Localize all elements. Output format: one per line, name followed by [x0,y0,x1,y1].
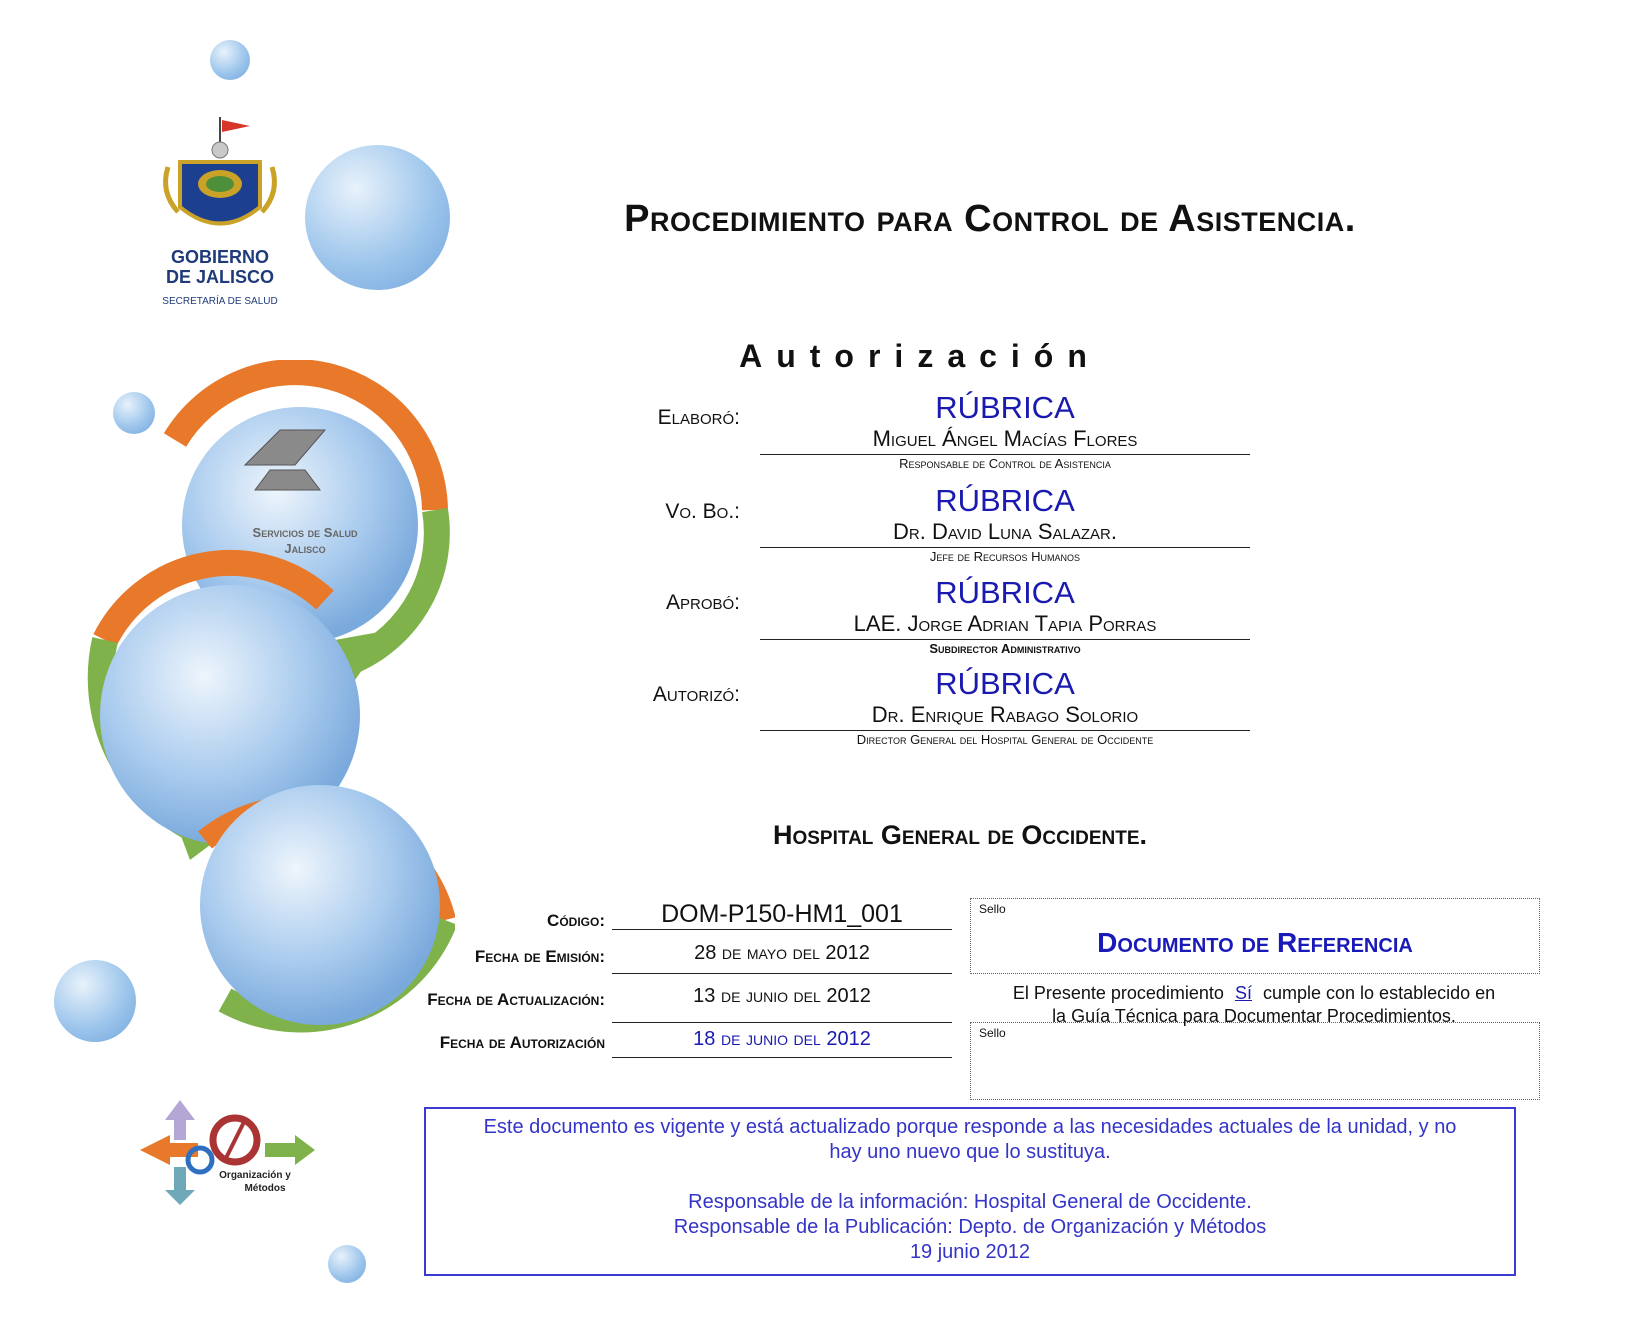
logo-text-secretaria: SECRETARÍA DE SALUD [162,296,278,307]
rubrica-text: RÚBRICA [935,390,1075,425]
compliance-si: Sí [1234,983,1252,1003]
signature-block [760,575,1250,658]
autorizacion-value: 18 de junio del 2012 [612,1028,952,1058]
sello-box-reference [970,898,1540,974]
rubrica-text: RÚBRICA [935,483,1075,518]
footer-line: Responsable de la Publicación: Depto. de Organización y Métodos [673,1216,1267,1238]
page-title: Procedimiento para Control de Asistencia. [624,198,1356,240]
om-logo-line2: Métodos [244,1183,286,1194]
om-logo-line1: Organización y [219,1170,291,1181]
actualizacion-label: Fecha de Actualización: [427,990,605,1009]
emision-value: 28 de mayo del 2012 [612,942,952,974]
signature-label: Elaboró: [657,406,740,429]
signer-name: LAE. Jorge Adrian Tapia Porras [760,611,1250,640]
signature-label: Autorizó: [652,683,740,706]
services-logo-line2: Jalisco [284,541,326,556]
signer-position: Subdirector Administrativo [929,641,1081,656]
signer-name: Dr. David Luna Salazar. [760,519,1250,548]
sello-label: Sello [979,1026,1006,1040]
footer-line: Este documento es vigente y está actualizado porque responde a las necesidades actuales de la unidad, y no [483,1116,1457,1138]
coat-of-arms-icon [150,112,290,242]
signature-label: Vo. Bo.: [665,500,740,523]
signer-position: Director General del Hospital General de Occidente [856,732,1154,747]
signer-name: Miguel Ángel Macías Flores [760,426,1250,455]
codigo-label: Código: [547,911,605,930]
signature-block [760,390,1250,473]
signer-position: Responsable de Control de Asistencia [899,456,1111,471]
autorizacion-label: Fecha de Autorización [439,1033,605,1052]
jalisco-logo [150,112,290,312]
signature-label: Aprobó: [665,591,740,614]
compliance-text-pre: El Presente procedimiento [1012,983,1224,1003]
logo-text-gobierno: GOBIERNO [170,247,269,267]
decor-bubble [210,40,250,80]
footer-line: Responsable de la información: Hospital General de Occidente. [688,1191,1252,1213]
compliance-text-post: cumple con lo establecido en [1263,983,1496,1003]
hospital-name: Hospital General de Occidente. [772,820,1148,850]
sello-label: Sello [979,902,1006,916]
footer-line: 19 junio 2012 [909,1241,1031,1263]
authorization-heading: Autorización [739,338,1101,374]
footer-notice [424,1107,1516,1276]
signer-name: Dr. Enrique Rabago Solorio [760,702,1250,731]
signature-block [760,483,1250,566]
compliance-text-line2: la Guía Técnica para Documentar Procedimientos. [1052,1006,1456,1026]
actualizacion-value: 13 de junio del 2012 [612,985,952,1023]
logo-text-jalisco: DE JALISCO [165,267,275,287]
rubrica-text: RÚBRICA [935,575,1075,610]
decor-bubble [328,1245,366,1283]
services-logo-line1: Servicios de Salud [252,525,358,540]
rubrica-text: RÚBRICA [935,666,1075,701]
codigo-value: DOM-P150-HM1_001 [612,900,952,930]
signature-block [760,666,1250,749]
emision-label: Fecha de Emisión: [474,947,605,966]
sello-box-empty [970,1022,1540,1100]
signer-position: Jefe de Recursos Humanos [929,549,1081,564]
document-reference-title: Documento de Referencia [1097,927,1413,958]
footer-line: hay uno nuevo que lo sustituya. [829,1141,1111,1163]
